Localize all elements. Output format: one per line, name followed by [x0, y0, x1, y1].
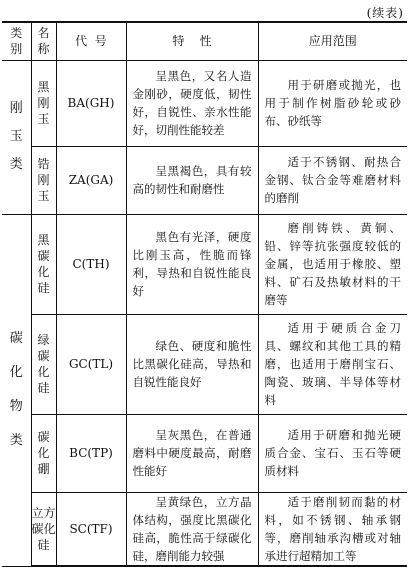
header-name: 名 称: [31, 22, 56, 60]
header-category: 类 别: [2, 22, 31, 60]
table-row: [2, 314, 407, 414]
table-row: [2, 492, 407, 566]
abrasive-spec-table: [2, 21, 407, 567]
applications-cell: 磨削铸铁、黄铜、铅、锌等抗张强度较低的金属，也适用于橡胶、塑料、矿石及热敏材料的干磨等: [258, 214, 407, 314]
characteristics-cell: 黑色有光泽，硬度比刚玉高，性脆而锋利，导热和自锐性能良好: [126, 214, 258, 314]
category-cell-corundum: 刚 玉 类: [2, 60, 31, 214]
table-header-row: [2, 22, 407, 60]
applications-cell: 用于研磨或抛光，也用于制作树脂砂轮或砂布、砂纸等: [258, 60, 407, 146]
code-cell: BC(TP): [56, 414, 126, 492]
characteristics-cell: 绿色、硬度和脆性比黑碳化硅高，导热和自锐性能良好: [126, 314, 258, 414]
continued-label: (续表): [366, 6, 404, 20]
name-cell: 绿 碳 化 硅: [31, 314, 56, 414]
name-cell: 锆 刚 玉: [31, 146, 56, 214]
characteristics-cell: 呈黑色，又名人造金刚砂，硬度低，韧性好，自锐性、亲水性能好，切削性能较差: [126, 60, 258, 146]
applications-cell: 适于不锈钢、耐热合金钢、钛合金等难磨材料的磨削: [258, 146, 407, 214]
code-cell: BA(GH): [56, 60, 126, 146]
table-row: [2, 60, 407, 146]
applications-cell: 适用于研磨和抛光硬质合金、宝石、玉石等硬质材料: [258, 414, 407, 492]
header-applications: 应用范围: [258, 22, 407, 60]
code-cell: C(TH): [56, 214, 126, 314]
name-cell: 碳 化 硼: [31, 414, 56, 492]
characteristics-cell: 呈灰黑色，在普通磨料中硬度最高，耐磨性能好: [126, 414, 258, 492]
characteristics-cell: 呈黄绿色，立方晶体结构，强度比黑碳化硅高，脆性高于绿碳化硅，磨削能力较强: [126, 492, 258, 566]
applications-cell: 适于磨削韧而黏的材料，如不锈钢、轴承钢等，磨削轴承沟槽或对轴承进行超精加工等: [258, 492, 407, 566]
name-cell: 立方 碳化 硅: [31, 492, 56, 566]
code-cell: ZA(GA): [56, 146, 126, 214]
table-row: [2, 414, 407, 492]
name-cell: 黑 碳 化 硅: [31, 214, 56, 314]
code-cell: GC(TL): [56, 314, 126, 414]
header-characteristics: 特 性: [126, 22, 258, 60]
header-code: 代 号: [56, 22, 126, 60]
code-cell: SC(TF): [56, 492, 126, 566]
characteristics-cell: 呈黑褐色，具有较高的韧性和耐磨性: [126, 146, 258, 214]
applications-cell: 适用于硬质合金刀具、螺纹和其他工具的精磨，也适用于磨削宝石、陶瓷、玻璃、半导体等材料: [258, 314, 407, 414]
category-cell-carbides: 碳 化 物 类: [2, 214, 31, 566]
table-row: [2, 146, 407, 214]
name-cell: 黑 刚 玉: [31, 60, 56, 146]
table-row: [2, 214, 407, 314]
